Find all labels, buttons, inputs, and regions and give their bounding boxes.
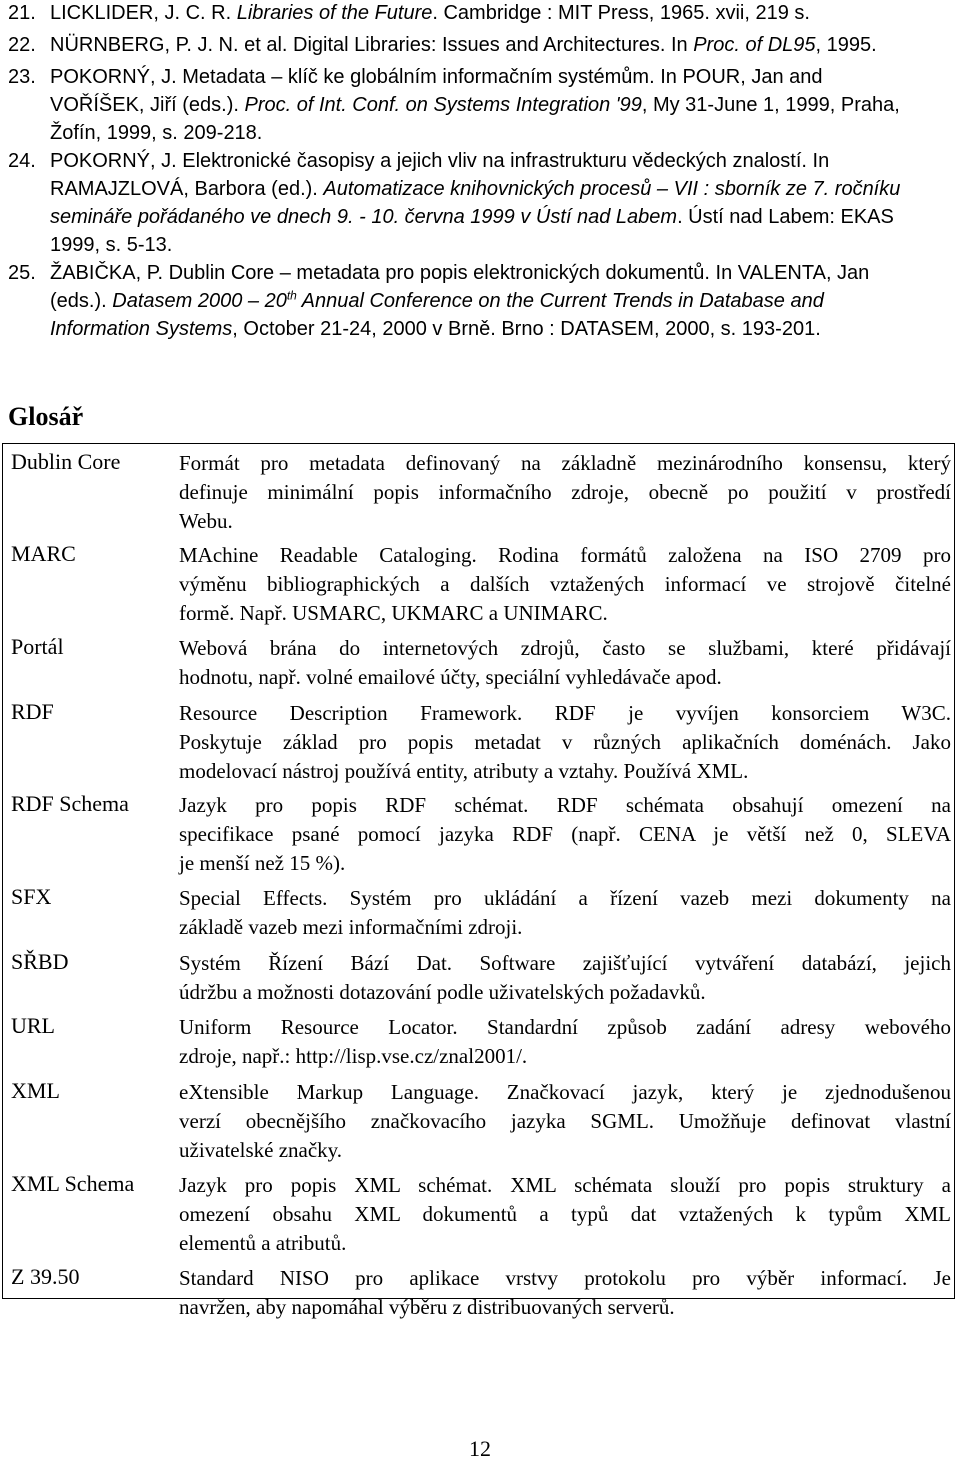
reference-title: Proc. of DL95 [693,34,816,56]
page-number: 12 [469,1436,491,1461]
reference-22 [0,32,960,59]
glossary-definition: MAchine Readable Cataloging. Rodina formátů založena na ISO 2709 pro výměnu bibliographických a dalších vztažených informací ve strojově čitelné formě. Např. USMARC, UKMARC a UNIMARC. [179,543,951,625]
glossary-term: RDF [11,699,54,724]
reference-text: NÜRNBERG, P. J. N. et al. Digital Libraries: Issues and Architectures. In Proc. of DL95, 1995. [50,34,877,56]
reference-text: VOŘÍŠEK, Jiří (eds.). Proc. of Int. Conf. on Systems Integration '99, My 31-June 1, 1999, Praha, [50,94,900,116]
glossary-definition: Jazyk pro popis XML schémat. XML schémata slouží pro popis struktury a omezení obsahu XML dokumentů a typů dat vztažených k typům XML elementů a atributů. [179,1173,951,1255]
glossary-term: RDF Schema [11,791,129,816]
glossary-term: MARC [11,541,76,566]
glossary-term: Portál [11,634,64,659]
reference-title: Automatizace knihovnických procesů – VII : sborník ze 7. ročníku [323,178,901,200]
reference-text: RAMAJZLOVÁ, Barbora (ed.). Automatizace knihovnických procesů – VII : sborník ze 7. ročníku [50,178,901,200]
reference-text: Information Systems, October 21-24, 2000 v Brně. Brno : DATASEM, 2000, s. 193-201. [50,318,821,340]
reference-text: semináře pořádaného ve dnech 9. - 10. června 1999 v Ústí nad Labem. Ústí nad Labem: EKAS [50,206,894,228]
reference-title: Information Systems [50,318,233,340]
reference-number: 23. [8,66,36,88]
reference-25 [0,260,960,344]
glossary-definition: Resource Description Framework. RDF je vyvíjen konsorciem W3C. Poskytuje základ pro popis metadat v různých aplikačních doménách. Jako modelovací nástroj používá entity, atributy a vztahy. Používá XML. [179,701,951,783]
reference-text: (eds.). Datasem 2000 – 20th Annual Conference on the Current Trends in Database and [50,288,824,312]
reference-text: POKORNÝ, J. Metadata – klíč ke globálním informačním systémům. In POUR, Jan and [50,66,823,88]
reference-text: 1999, s. 5-13. [50,234,173,256]
reference-text: Žofín, 1999, s. 209-218. [50,122,263,144]
glossary-term: SŘBD [11,949,69,974]
glossary-term: XML [11,1078,60,1103]
glossary-term: XML Schema [11,1171,135,1196]
glossary-definition: Jazyk pro popis RDF schémat. RDF schémata obsahují omezení na specifikace psané pomocí jazyka RDF (např. CENA je větší než 0, SLEVA je menší než 15 %). [179,793,951,875]
glossary-definition: Systém Řízení Bází Dat. Software zajišťující vytváření databází, jejich údržbu a možnosti dotazování podle uživatelských požadavků. [179,951,951,1004]
reference-number: 25. [8,262,36,284]
glossary-definition: Webová brána do internetových zdrojů, často se službami, které přidávají hodnotu, např. volné emailové účty, speciální vyhledávače apod. [179,636,951,689]
reference-24 [0,148,960,256]
glossary-definition: Uniform Resource Locator. Standardní způsob zadání adresy webového zdroje, např.: http://lisp.vse.cz/znal2001/. [179,1015,951,1068]
glossary-definition: Special Effects. Systém pro ukládání a řízení vazeb mezi dokumenty na základě vazeb mezi informačními zdroji. [179,886,951,939]
reference-title: Datasem 2000 – 20th Annual Conference on the Current Trends in Database and [112,288,824,312]
reference-23 [0,64,960,145]
reference-21 [0,0,960,27]
glossary-term: SFX [11,884,52,909]
reference-number: 21. [8,2,36,24]
reference-number: 24. [8,150,36,172]
glossary-definition: Formát pro metadata definovaný na základně mezinárodního konsensu, který definuje minimální popis informačního zdroje, obecně po použití v prostředí Webu. [179,451,951,533]
glossary-definition: eXtensible Markup Language. Značkovací jazyk, který je zjednodušenou verzí obecnějšího značkovacího jazyka SGML. Umožňuje definovat vlastní uživatelské značky. [179,1080,951,1162]
reference-title: Libraries of the Future [236,2,433,24]
reference-text: POKORNÝ, J. Elektronické časopisy a jejich vliv na infrastrukturu vědeckých znalostí. In [50,150,830,172]
glossary-term: URL [11,1013,55,1038]
reference-text: ŽABIČKA, P. Dublin Core – metadata pro popis elektronických dokumentů. In VALENTA, Jan [50,262,870,284]
reference-title: Proc. of Int. Conf. on Systems Integration '99 [244,94,642,116]
glossary-term: Z 39.50 [11,1264,80,1289]
reference-text: LICKLIDER, J. C. R. Libraries of the Future. Cambridge : MIT Press, 1965. xvii, 219 s. [50,2,810,24]
reference-title: semináře pořádaného ve dnech 9. - 10. června 1999 v Ústí nad Labem [50,206,678,228]
glossary-term: Dublin Core [11,449,121,474]
glossary-definition: Standard NISO pro aplikace vrstvy protokolu pro výběr informací. Je navržen, aby napomáhal výběru z distribuovaných serverů. [179,1266,951,1319]
glossary-title: Glosář [8,402,84,431]
glossary-table [2,443,955,1319]
reference-number: 22. [8,34,36,56]
